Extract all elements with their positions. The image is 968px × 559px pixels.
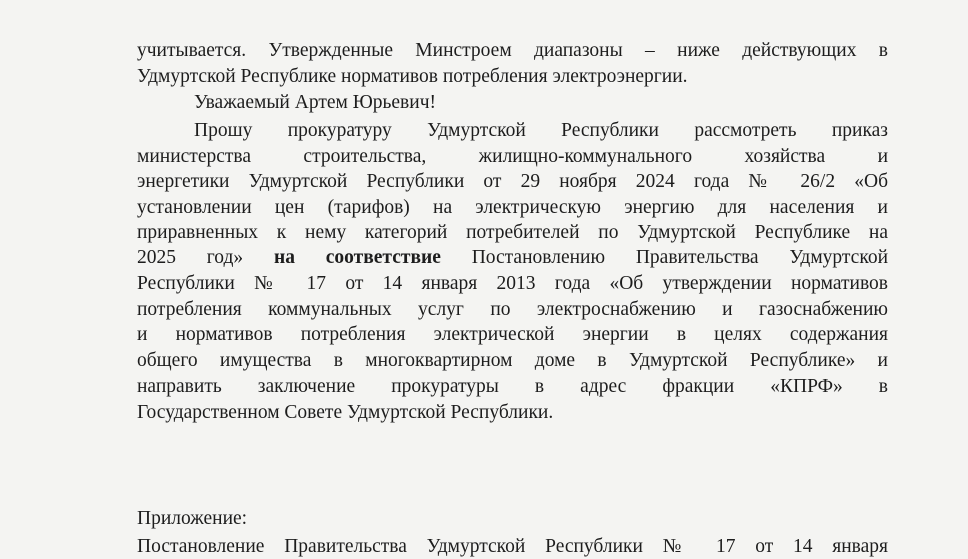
text-line-6: энергетики Удмуртской Республики от 29 ноября 2024 года № 26/2 «Об bbox=[137, 171, 888, 192]
text-line-2: Удмуртской Республике нормативов потребления электроэнергии. bbox=[137, 66, 688, 87]
attachment-line: Постановление Правительства Удмуртской Республики № 17 от 14 января bbox=[137, 536, 888, 557]
bold-phrase: на соответствие bbox=[273, 247, 441, 268]
text-line-13: общего имущества в многоквартирном доме в Удмуртской Республике» и bbox=[137, 350, 888, 371]
text-line-9 bbox=[137, 245, 888, 270]
text-line-11: потребления коммунальных услуг по электроснабжению и газоснабжению bbox=[137, 299, 888, 320]
decree-reference-text: Постановлению Правительства Удмуртской bbox=[471, 247, 888, 268]
text-line-5: министерства строительства, жилищно-коммунального хозяйства и bbox=[137, 146, 888, 167]
text-line-14: направить заключение прокуратуры в адрес фракции «КПРФ» в bbox=[137, 376, 888, 397]
text-line-12: и нормативов потребления электрической энергии в целях содержания bbox=[137, 324, 888, 345]
attachment-heading: Приложение: bbox=[137, 508, 248, 529]
salutation: Уважаемый Артем Юрьевич! bbox=[194, 92, 436, 113]
text-line-15: Государственном Совете Удмуртской Республики. bbox=[137, 402, 554, 423]
text-line-4: Прошу прокуратуру Удмуртской Республики рассмотреть приказ bbox=[194, 120, 888, 141]
text-line-7: установлении цен (тарифов) на электрическую энергию для населения и bbox=[137, 197, 888, 218]
decree-year-text: 2025 год» bbox=[137, 247, 244, 268]
text-line-1: учитывается. Утвержденные Минстроем диапазоны – ниже действующих в bbox=[137, 40, 888, 61]
text-line-8: приравненных к нему категорий потребителей по Удмуртской Республике на bbox=[137, 222, 888, 243]
text-line-10: Республики № 17 от 14 января 2013 года «Об утверждении нормативов bbox=[137, 273, 888, 294]
